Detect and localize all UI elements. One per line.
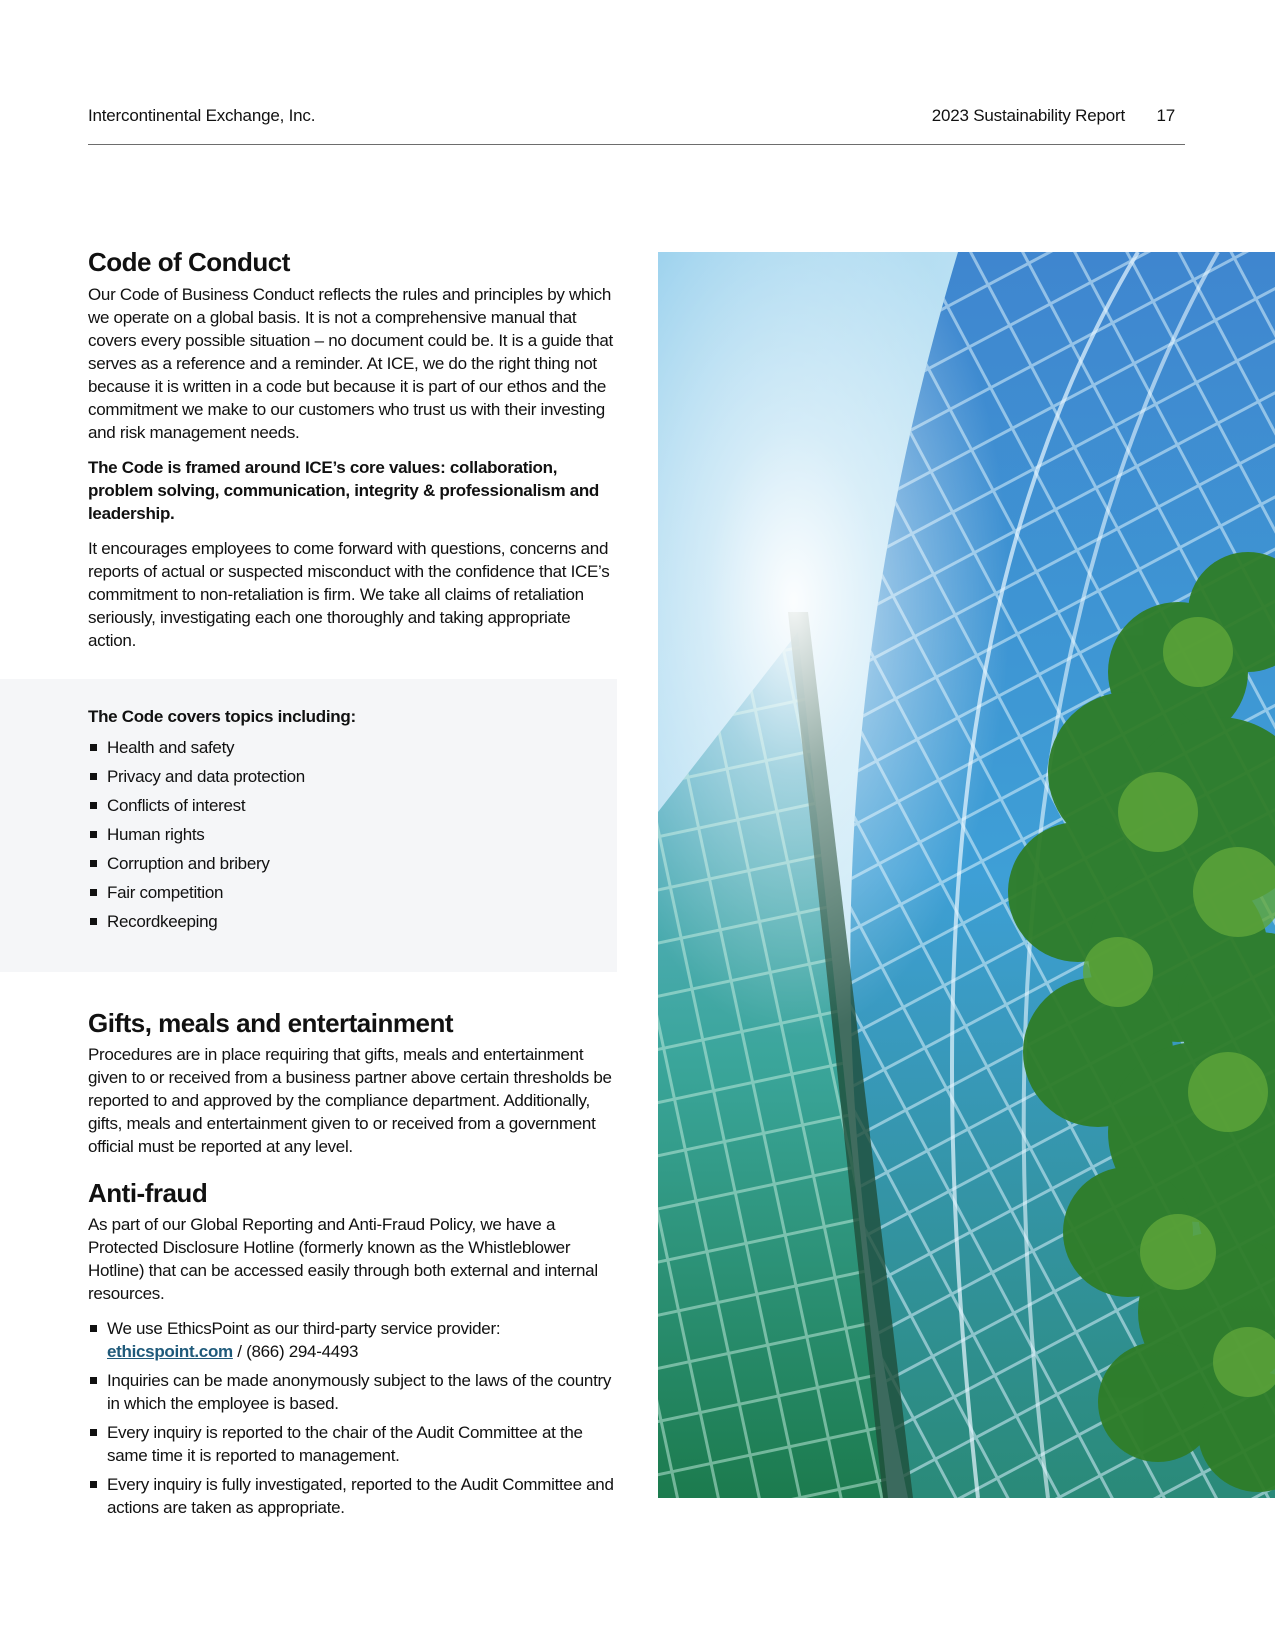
glass-building-photo [658, 252, 1275, 1498]
report-title: 2023 Sustainability Report [931, 106, 1125, 125]
page-number: 17 [1156, 106, 1175, 125]
ethicspoint-text: We use EthicsPoint as our third-party service provider: [107, 1319, 501, 1338]
anti-fraud-heading: Anti-fraud [88, 1178, 208, 1208]
gifts-section [88, 1008, 618, 1158]
ethicspoint-link[interactable]: ethicspoint.com [107, 1342, 233, 1361]
list-item: Privacy and data protection [88, 765, 588, 788]
code-of-conduct-heading: Code of Conduct [88, 247, 290, 277]
anti-fraud-section [88, 1178, 618, 1525]
list-item [88, 1317, 618, 1363]
topics-title: The Code covers topics including: [88, 707, 356, 726]
page-header [88, 106, 1185, 145]
building-illustration [658, 252, 1275, 1498]
list-item: Every inquiry is reported to the chair of the Audit Committee at the same time it is reported to management. [88, 1421, 618, 1467]
topics-list [88, 736, 588, 933]
code-of-conduct-paragraph-3: It encourages employees to come forward with questions, concerns and reports of actual or suspected misconduct with the confidence that ICE’s commitment to non-retaliation is firm. We take all claims of retaliation seriously, investigating each one thoroughly and taking appropriate action. [88, 539, 610, 650]
anti-fraud-list [88, 1317, 618, 1519]
list-item: Inquiries can be made anonymously subject to the laws of the country in which the employee is based. [88, 1369, 618, 1415]
list-item: Fair competition [88, 881, 588, 904]
anti-fraud-paragraph: As part of our Global Reporting and Anti-Fraud Policy, we have a Protected Disclosure Hotline (formerly known as the Whistleblower Hotline) that can be accessed easily through both external and internal resources. [88, 1215, 598, 1303]
company-name: Intercontinental Exchange, Inc. [88, 106, 316, 125]
list-item: Human rights [88, 823, 588, 846]
list-item: Every inquiry is fully investigated, reported to the Audit Committee and actions are taken as appropriate. [88, 1473, 618, 1519]
list-item: Recordkeeping [88, 910, 588, 933]
hotline-phone: / (866) 294-4493 [232, 1342, 359, 1361]
list-item: Corruption and bribery [88, 852, 588, 875]
list-item: Conflicts of interest [88, 794, 588, 817]
gifts-paragraph: Procedures are in place requiring that gifts, meals and entertainment given to or received from a business partner above certain thresholds be reported to and approved by the compliance department. Additionally, gifts, meals and entertainment given to or received from a government official must be reported at any level. [88, 1045, 612, 1156]
list-item: Health and safety [88, 736, 588, 759]
gifts-heading: Gifts, meals and entertainment [88, 1008, 453, 1038]
code-of-conduct-paragraph-1: Our Code of Business Conduct reflects the rules and principles by which we operate on a global basis. It is not a comprehensive manual that covers every possible situation – no document could be. It is a guide that serves as a reference and a reminder. At ICE, we do the right thing not because it is written in a code but because it is part of our ethos and the commitment we make to our customers who trust us with their investing and risk management needs. [88, 285, 613, 442]
code-of-conduct-section [88, 247, 618, 664]
code-of-conduct-core-values: The Code is framed around ICE’s core values: collaboration, problem solving, communication, integrity & professionalism and leadership. [88, 458, 600, 523]
code-topics-box [0, 679, 617, 972]
